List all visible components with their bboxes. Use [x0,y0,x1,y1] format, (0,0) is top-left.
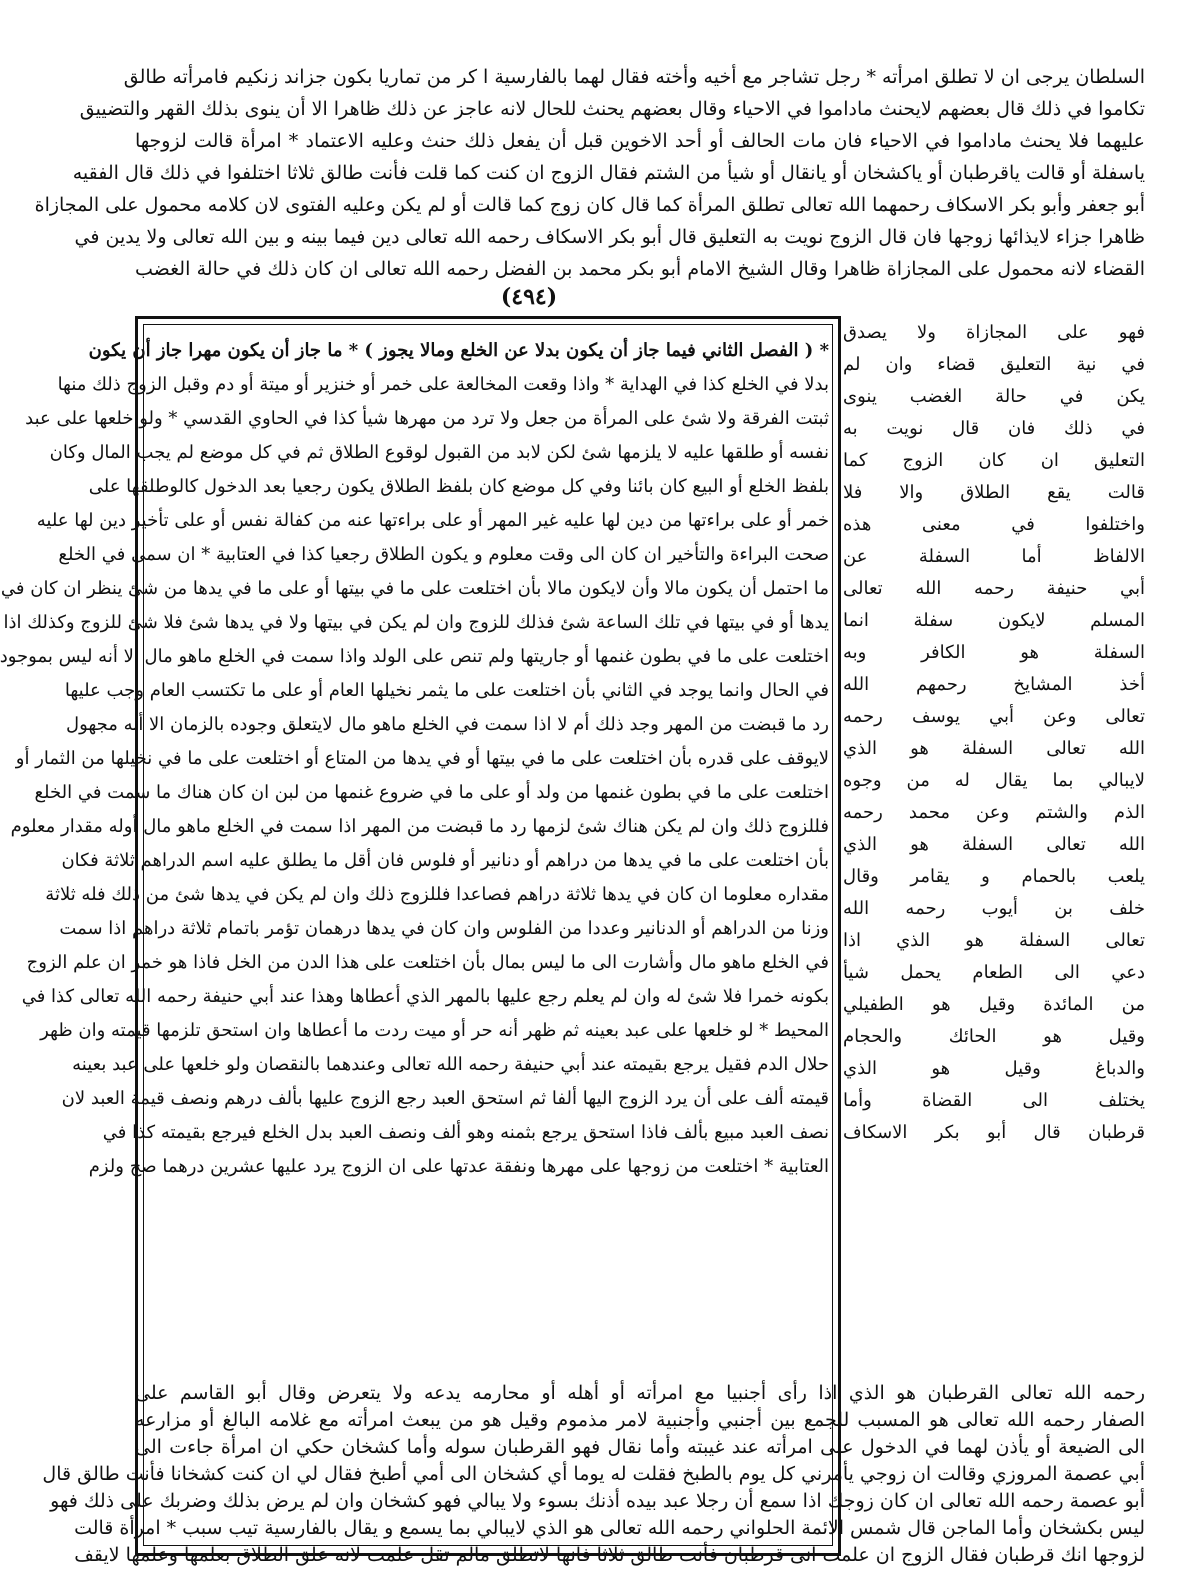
bottom-text-line: ليس بكشخان وأما الماجن قال شمس الائمة الحلواني رحمه الله تعالى هو الذي لايبالي بما يسمع و يقال بالفارسية تيب سبب * امرأة قالت [74,1517,1145,1539]
main-text-line: في الخلع ماهو مال وأشارت الى ما ليس بمال بأن اختلعت على هذا الدن من الخل فاذا هو خمر ان علم الزوج [26,952,829,973]
main-text-line: بكونه خمرا فلا شئ له وان لم يعلم رجع عليها بالمهر الذي أعطاها وهذا عند أبي حنيفة رحمه الله تعالى كذا في [21,986,829,1007]
top-text-line: ظاهرا جزاء لايذائها زوجها فان قال الزوج نويت به التعليق قال أبو بكر الاسكاف رحمه الله تعالى دين فيما بينه و بين الله تعالى ولا يدين في [74,226,1145,248]
main-text-line: في الحال وانما يوجد في الثاني بأن اختلعت على ما يثمر نخيلها العام أو على ما تكتسب العام وجب عليها [64,680,829,701]
main-text-line: لايوقف على قدره بأن اختلعت على ما في بيتها أو في يدها من المتاع أو اختلعت على ما في نخيلها من الثمار أو [15,748,829,769]
margin-text-line: فهو على المجازاة ولا يصدق [843,322,1145,343]
bottom-text-line: أبو عصمة رحمه الله تعالى ان كان زوجك اذا سمع أن رجلا عبد بيده أذنك بسوء ولا يبالي فهو كشخان وان لم يرض بذلك وضربك على ذلك فهو [50,1490,1145,1512]
margin-text-line: في نية التعليق قضاء وان لم [843,354,1145,375]
main-text-line: ما احتمل أن يكون مالا وأن لايكون مالا بأن اختلعت على ما في بيتها أو على ما في يدها من شئ ينظر ان كان في [0,578,829,599]
top-text-line: أبو جعفر وأبو بكر الاسكاف رحمهما الله تعالى تطلق المرأة كما قال كان زوج كما قالت أو لم يكن وعليه الفتوى لان كلامه محمول على المجازاة [34,194,1145,216]
main-text-line: فللزوج ذلك وان لم يكن هناك شئ لزمها رد ما قبضت من المهر اذا سمت في الخلع ماهو مال أوله مقدار معلوم [10,816,829,837]
main-text-line: بدلا في الخلع كذا في الهداية * واذا وقعت المخالعة على خمر أو خنزير أو ميتة أو دم وقبل الزوج ذلك منها [57,374,829,395]
margin-text-line: قالت يقع الطلاق والا فلا [843,482,1145,503]
margin-text-line: خلف بن أيوب رحمه الله [843,898,1145,919]
page-number: (٤٩٤) [500,284,558,310]
top-text-line: عليهما فلا يحنث ماداموا في الاحياء فان مات الحالف أو أحد الاخوين قبل أن يفعل ذلك حنث وعليه الاعتماد * امرأة قالت لزوجها [135,130,1145,152]
margin-text-line: يختلف الى القضاة وأما [843,1090,1145,1111]
margin-text-line: يلعب بالحمام و يقامر وقال [843,866,1145,887]
margin-text-line: الله تعالى السفلة هو الذي [843,738,1145,759]
main-text-line: صحت البراءة والتأخير ان كان الى وقت معلوم و يكون الطلاق رجعيا كذا في العتابية * ان سمى في الخلع [58,544,829,565]
margin-text-line: أخذ المشايخ رحمهم الله [843,674,1145,695]
top-text-line: القضاء لانه محمول على المجازاة ظاهرا وقال الشيخ الامام أبو بكر محمد بن الفضل رحمه الله تعالى ان كان ذلك في حالة الغضب [135,258,1145,280]
bottom-text-line: الصفار رحمه الله تعالى هو المسبب للجمع بين أجنبي وأجنبية لامر مذموم وقيل هو من يبعث امرأته مع غلامه البالغ أو مزارعه [135,1409,1145,1431]
main-text-line: وزنا من الدراهم أو الدنانير وعددا من الفلوس وان كان في يدها درهمان تؤمر باتمام ثلاثة دراهم اذا سمت [59,918,829,939]
margin-text-line: تعالى السفلة هو الذي اذا [843,930,1145,951]
margin-text-line: التعليق ان كان الزوج كما [843,450,1145,471]
margin-text-line: السفلة هو الكافر وبه [843,642,1145,663]
main-text-line: بلفظ الخلع أو البيع كان بائنا وفي كل موضع كان بلفظ الطلاق يكون رجعيا بعد الدخول كالوطلقها على [88,476,829,497]
margin-text-line: والدباغ وقيل هو الذي [843,1058,1145,1079]
margin-text-line: من المائدة وقيل هو الطفيلي [843,994,1145,1015]
main-text-line: رد ما قبضت من المهر وجد ذلك أم لا اذا سمت في الخلع ماهو مال لايتعلق وجوده بالزمان الا أنه مجهول [66,714,829,735]
margin-text-line: يكن في حالة الغضب ينوى [843,386,1145,407]
margin-text-line: أبي حنيفة رحمه الله تعالى [843,578,1145,599]
main-text-line: نصف العبد مبيع بألف فاذا استحق يرجع بثمنه وهو ألف ونصف العبد بدل الخلع فيرجع بقيمته كذا في [102,1122,829,1143]
main-text-line: بأن اختلعت على ما في يدها من دراهم أو دنانير أو فلوس فان أقل ما يطلق عليه اسم الدراهم ثلاثة فكان [61,850,829,871]
main-text-line: قيمته ألف على أن يرد الزوج اليها ألفا ثم استحق العبد رجع الزوج عليها بألف درهم ونصف قيمة العبد لان [61,1088,829,1109]
margin-text-line: الله تعالى السفلة هو الذي [843,834,1145,855]
margin-text-line: قرطبان قال أبو بكر الاسكاف [843,1122,1145,1143]
bottom-text-line: الى الضيعة أو يأذن لهما في الدخول على امرأته عند غيبته وأما نقال فهو القرطبان سوله وأما كشخان حكي ان امرأة جاءت الى [135,1436,1145,1458]
top-text-line: تكاموا في ذلك قال بعضهم لايحنث ماداموا في الاحياء وقال بعضهم يحنث للحال لانه عاجز عن ذلك ظاهرا الا أن ينوى بذلك القهر والتضييق [79,98,1145,120]
margin-text-line: الذم والشتم وعن محمد رحمه [843,802,1145,823]
bottom-text-line: رحمه الله تعالى القرطبان هو الذي اذا رأى أجنبيا مع امرأته أو أهله أو محارمه يدعه ولا يتعرض وقال أبو القاسم على [135,1382,1145,1404]
main-text-line: نفسه أو طلقها عليه لا يلزمها شئ لكن لابد من القبول لوقوع الطلاق ثم في كل موضع لم يجب المال وكان [49,442,829,463]
main-text-line: حلال الدم فقيل يرجع بقيمته عند أبي حنيفة رحمه الله تعالى وعندهما بالنقصان ولو خلعها على عبد بعينه [72,1054,829,1075]
section-heading: * ( الفصل الثاني فيما جاز أن يكون بدلا عن الخلع ومالا يجوز ) * ما جاز أن يكون مهرا جاز أن يكون [88,340,829,361]
margin-text-line: تعالى وعن أبي يوسف رحمه [843,706,1145,727]
main-text-line: اختلعت على ما في بطون غنمها من ولد أو على ما في ضروع غنمها من لبن ان كان هناك ما سمت في الخلع [34,782,829,803]
margin-text-line: لايبالي بما يقال له من وجوه [843,770,1145,791]
margin-text-line: واختلفوا في معنى هذه [843,514,1145,535]
main-text-line: يدها أو في بيتها في تلك الساعة شئ فذلك للزوج وان لم يكن في بيتها ولا في يدها شئ فلا شئ للزوج وكذلك اذا [3,612,829,633]
top-text-line: ياسفلة أو قالت ياقرطبان أو ياكشخان أو يانقال أو شيأ من الشتم فقال الزوج ان كنت كما قلت فأنت طالق ثلاثا اختلفوا في ذلك قال الفقيه [72,162,1145,184]
top-text-line: السلطان يرجى ان لا تطلق امرأته * رجل تشاجر مع أخيه وأخته فقال لهما بالفارسية ا كر من تماريا بكون جزاند زنكيم فامرأته طالق [123,66,1145,88]
main-text-line: خمر أو على براءتها من دين لها عليه غير المهر أو على براءتها عنه من كفالة نفس أو على تأخير دين لها عليه [36,510,829,531]
margin-text-line: المسلم لايكون سفلة انما [843,610,1145,631]
main-text-line: المحيط * لو خلعها على عبد بعينه ثم ظهر أنه حر أو ميت ردت ما أعطاها وان استحق تلزمها قيمته وان ظهر [40,1020,829,1041]
margin-text-line: في ذلك فان قال نويت به [843,418,1145,439]
margin-text-line: دعي الى الطعام يحمل شيأ [843,962,1145,983]
main-text-line: مقداره معلوما ان كان في يدها ثلاثة دراهم فصاعدا فللزوج ذلك وان لم يكن في يدها شئ من ذلك فله ثلاثة [45,884,829,905]
main-text-line: ثبتت الفرقة ولا شئ على المرأة من جعل ولا ترد من مهرها شيأ كذا في الحاوي القدسي * ولو خلعها على عبد [25,408,829,429]
bottom-text-line: أبي عصمة المروزي وقالت ان زوجي يأمرني كل يوم بالطبخ فقلت له يوما أي كشخان الى أمي أطبخ فقال لي ان كنت كشخانا فأنت طالق قال [42,1463,1145,1485]
margin-text-line: الالفاظ أما السفلة عن [843,546,1145,567]
margin-text-line: وقيل هو الحائك والحجام [843,1026,1145,1047]
bottom-text-line: لزوجها انك قرطبان فقال الزوج ان علمت انى قرطبان فأنت طالق ثلاثا فانها لاتطلق مالم تقل علمت لانه علق الطلاق بعلمها وعلمها لايقف [74,1544,1145,1566]
main-text-line: العتابية * اختلعت من زوجها على مهرها ونفقة عدتها على ان الزوج يرد عليها عشرين درهما صح ولزم [88,1156,829,1177]
main-text-line: اختلعت على ما في بطون غنمها أو جاريتها ولم تنص على الولد واذا سمت في الخلع ماهو مال الا أنه ليس بموجود [0,646,829,667]
